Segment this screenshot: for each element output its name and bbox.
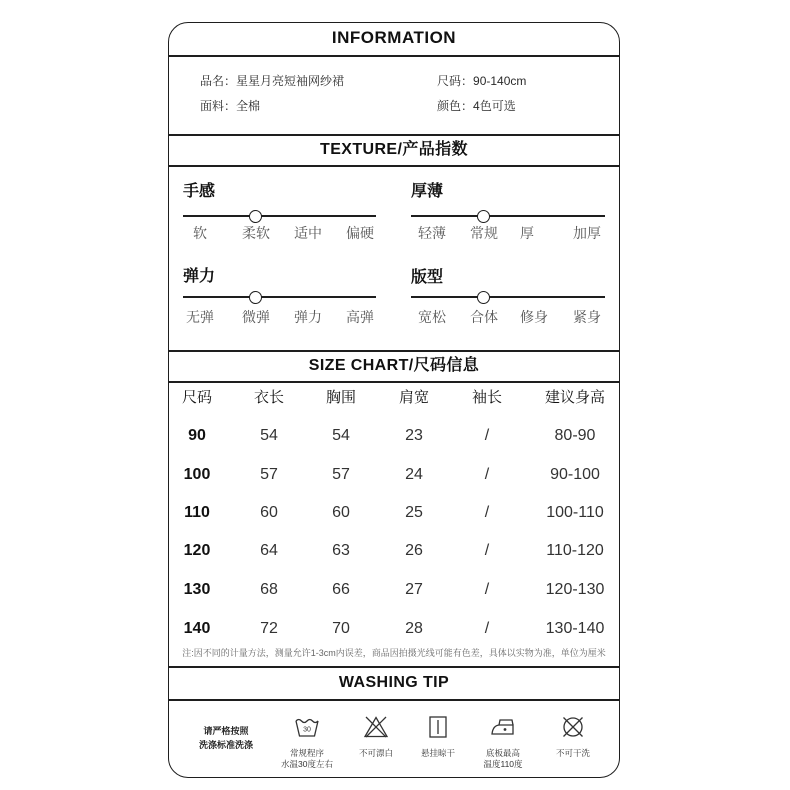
- fabric-field: [200, 98, 260, 114]
- table-cell: 72: [260, 620, 278, 637]
- table-cell: 57: [332, 466, 350, 483]
- texture-level-label: 修身: [520, 309, 548, 325]
- measurement-note: 注:因不同的计量方法，测量允许1-3cm内误差，商品因拍摄光线可能有色差，具体以实物为准，单位为厘米: [182, 648, 606, 658]
- table-cell: 120-130: [545, 581, 605, 598]
- fabric-label: 面料：: [200, 99, 237, 113]
- texture-level-label: 软: [193, 225, 207, 241]
- table-cell: 25: [405, 504, 423, 521]
- table-cell: 64: [260, 542, 278, 559]
- size-chart-title: SIZE CHART/尺码信息: [308, 357, 480, 374]
- divider: [168, 55, 620, 57]
- table-cell: 140: [183, 620, 211, 637]
- wash-tip-caption: 温度110度: [483, 759, 523, 769]
- texture-level-label: 偏硬: [346, 225, 374, 241]
- table-cell: 57: [260, 466, 278, 483]
- size-range-value: 90-140cm: [473, 74, 527, 88]
- texture-scale-track: [411, 296, 605, 298]
- column-header: 尺码: [181, 389, 212, 406]
- texture-index-name: 弹力: [183, 268, 216, 285]
- table-cell: /: [484, 542, 490, 559]
- wash-tip-caption: 水温30度左右: [281, 759, 333, 769]
- table-cell: /: [484, 427, 490, 444]
- table-cell: 24: [405, 466, 423, 483]
- table-cell: 130: [183, 581, 211, 598]
- table-cell: 90: [188, 427, 206, 444]
- texture-level-label: 无弹: [186, 309, 214, 325]
- texture-scale-track: [411, 215, 605, 217]
- texture-scale-marker: [477, 291, 490, 304]
- texture-level-label: 柔软: [242, 225, 270, 241]
- texture-level-label: 合体: [470, 309, 498, 325]
- no-bleach-icon: [363, 715, 389, 739]
- product-name-label: 品名：: [200, 74, 237, 88]
- table-cell: /: [484, 620, 490, 637]
- divider: [168, 699, 620, 701]
- table-cell: 66: [332, 581, 350, 598]
- wash-tip-caption: 不可漂白: [358, 748, 393, 758]
- wash-tip-caption: 悬挂晾干: [420, 748, 455, 758]
- texture-level-label: 轻薄: [418, 225, 446, 241]
- wash-tip-caption: 常规程序: [289, 748, 324, 758]
- table-cell: 54: [332, 427, 350, 444]
- table-row: [0, 425, 790, 447]
- texture-level-label: 微弹: [242, 309, 270, 325]
- table-row: [0, 502, 790, 524]
- column-header: 胸围: [325, 389, 356, 406]
- texture-title: TEXTURE/产品指数: [320, 141, 468, 158]
- table-cell: 63: [332, 542, 350, 559]
- washing-intro-line: 洗涤标准洗涤: [198, 740, 253, 750]
- texture-level-label: 常规: [470, 225, 498, 241]
- wash-tip-caption: 不可干洗: [555, 748, 590, 758]
- texture-index-name: 手感: [183, 183, 216, 200]
- wash-tub-icon: [293, 715, 321, 739]
- table-cell: 70: [332, 620, 350, 637]
- color-options-value: 4色可选: [473, 99, 516, 113]
- texture-level-label: 宽松: [418, 309, 446, 325]
- table-cell: 54: [260, 427, 278, 444]
- texture-level-label: 紧身: [573, 309, 601, 325]
- hang-dry-icon: [428, 715, 448, 739]
- texture-level-label: 适中: [294, 225, 322, 241]
- table-row: [0, 464, 790, 486]
- divider: [168, 381, 620, 383]
- table-cell: /: [484, 466, 490, 483]
- color-options-label: 颜色：: [437, 99, 474, 113]
- wash-tip-caption: 底板最高: [485, 748, 520, 758]
- texture-index-name: 厚薄: [411, 183, 444, 200]
- table-cell: 80-90: [554, 427, 596, 444]
- size-table-header: [0, 387, 790, 409]
- iron-icon: [489, 716, 517, 738]
- texture-scale-marker: [477, 210, 490, 223]
- size-range-label: 尺码：: [437, 74, 474, 88]
- table-cell: 60: [260, 504, 278, 521]
- size-range-field: [437, 73, 526, 89]
- texture-level-label: 厚: [520, 225, 534, 241]
- wash-temperature-label: 30: [303, 726, 311, 734]
- fabric-value: 全棉: [236, 99, 261, 113]
- table-cell: /: [484, 504, 490, 521]
- column-header: 建议身高: [544, 389, 605, 406]
- texture-scale-track: [183, 215, 376, 217]
- column-header: 衣长: [253, 389, 284, 406]
- washing-intro-line: 请严格按照: [203, 726, 249, 736]
- table-cell: 90-100: [550, 466, 600, 483]
- table-row: [0, 579, 790, 601]
- texture-scale-track: [183, 296, 376, 298]
- texture-level-label: 高弹: [346, 309, 374, 325]
- table-cell: 68: [260, 581, 278, 598]
- texture-index-name: 版型: [411, 269, 444, 286]
- table-cell: 120: [183, 542, 211, 559]
- table-cell: 23: [405, 427, 423, 444]
- color-options-field: [437, 98, 516, 114]
- table-cell: 60: [332, 504, 350, 521]
- texture-scale-marker: [249, 291, 262, 304]
- texture-level-label: 加厚: [573, 225, 601, 241]
- table-cell: 110-120: [546, 542, 604, 559]
- divider: [168, 165, 620, 167]
- column-header: 袖长: [471, 389, 502, 406]
- table-cell: 110: [184, 504, 210, 521]
- washing-tip-title: WASHING TIP: [338, 674, 450, 691]
- table-row: [0, 618, 790, 640]
- information-title: INFORMATION: [331, 28, 457, 47]
- table-cell: 130-140: [545, 620, 605, 637]
- column-header: 肩宽: [398, 389, 429, 406]
- no-dry-clean-icon: [560, 714, 586, 740]
- product-name-field: [200, 73, 344, 89]
- table-cell: /: [484, 581, 490, 598]
- product-name-value: 星星月亮短袖网纱裙: [236, 74, 345, 88]
- table-cell: 100: [183, 466, 211, 483]
- table-cell: 27: [405, 581, 423, 598]
- table-cell: 26: [405, 542, 423, 559]
- table-cell: 28: [405, 620, 423, 637]
- table-cell: 100-110: [546, 504, 604, 521]
- table-row: [0, 540, 790, 562]
- texture-level-label: 弹力: [294, 309, 322, 325]
- texture-scale-marker: [249, 210, 262, 223]
